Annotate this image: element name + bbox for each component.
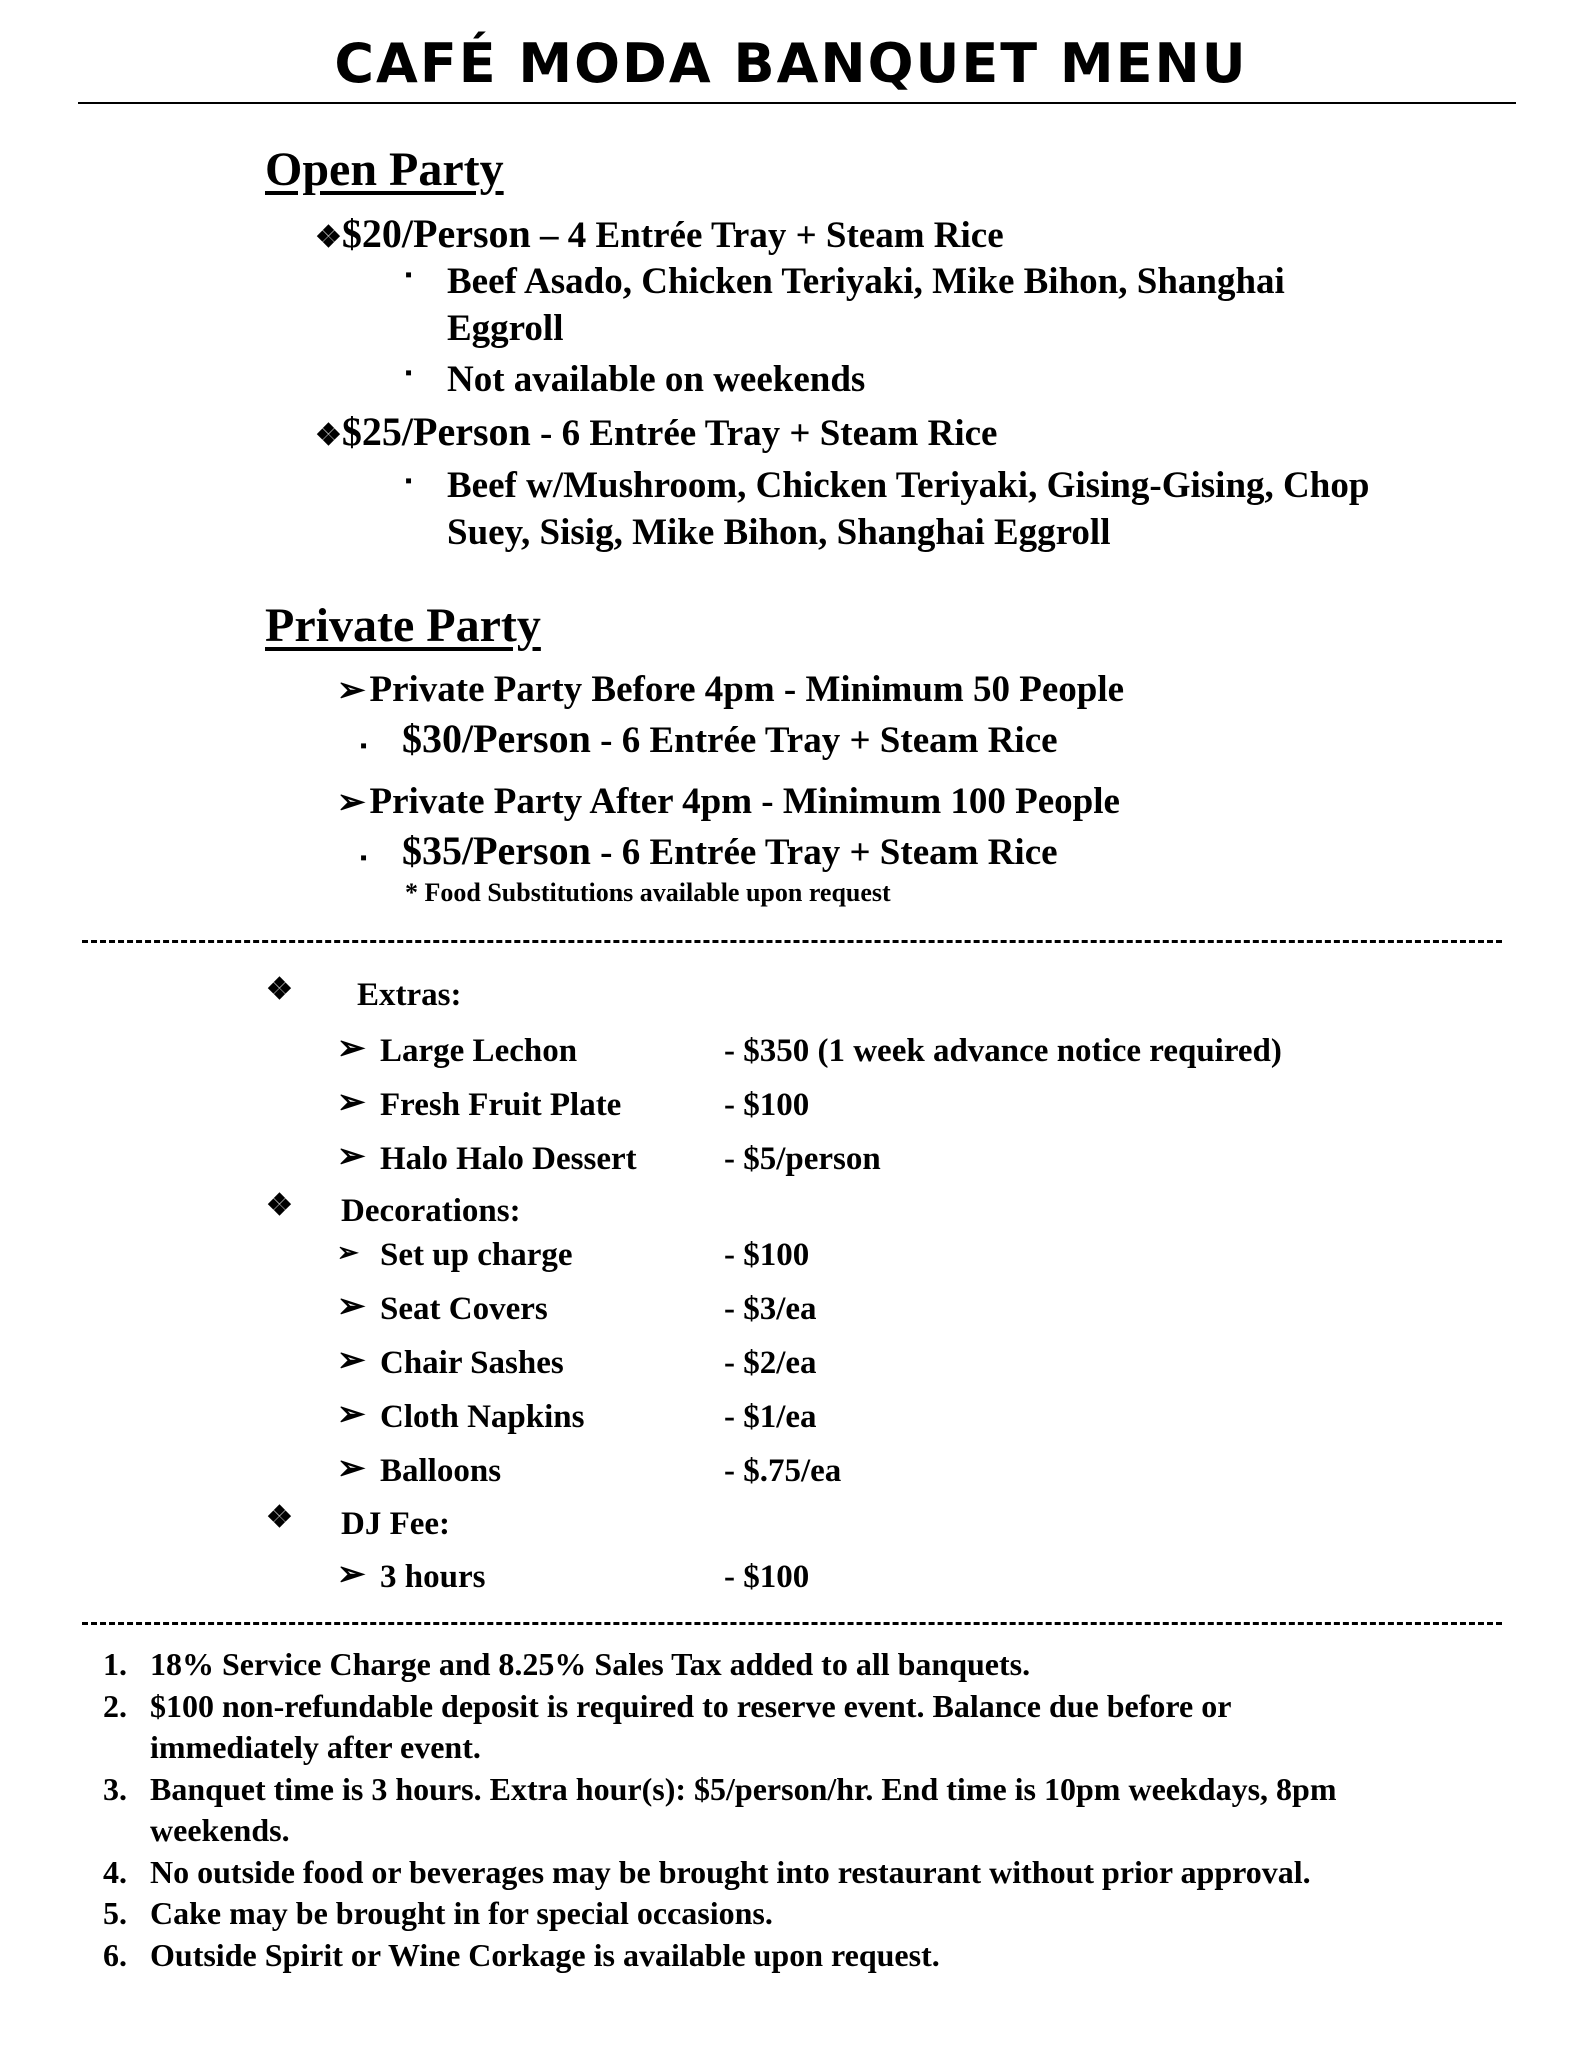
- note-line: 18% Service Charge and 8.25% Sales Tax added to all banquets.: [150, 1646, 1031, 1682]
- option-2-desc: - 6 Entrée Tray + Steam Rice: [530, 413, 998, 454]
- arrow-bullet-icon: ➢: [337, 1030, 366, 1067]
- diamond-bullet-icon: ❖: [315, 419, 342, 452]
- extras-item-name: Fresh Fruit Plate: [380, 1087, 622, 1123]
- decorations-item-name: Seat Covers: [380, 1291, 548, 1327]
- note-number: 6.: [103, 1937, 127, 1973]
- option-1-bullet: Not available on weekends: [447, 359, 866, 400]
- arrow-bullet-icon: ➢: [337, 1084, 366, 1121]
- extras-item-price: - $350 (1 week advance notice required): [724, 1033, 1282, 1069]
- decorations-item-name: Chair Sashes: [380, 1345, 564, 1381]
- extras-item-price: - $100: [724, 1087, 810, 1123]
- private-after-price-line: [402, 827, 1058, 874]
- private-before-desc: - 6 Entrée Tray + Steam Rice: [590, 720, 1058, 761]
- private-after-price: $35/Person: [402, 828, 591, 873]
- diamond-bullet-icon: ❖: [266, 1501, 293, 1534]
- arrow-bullet-icon: ➢: [337, 1556, 366, 1593]
- note-number: 4.: [103, 1854, 127, 1890]
- section-divider: [82, 940, 1502, 943]
- extras-item-price: - $5/person: [724, 1141, 881, 1177]
- note-line: Banquet time is 3 hours. Extra hour(s): $5/person/hr. End time is 10pm weekdays, 8pm: [150, 1771, 1337, 1807]
- private-before-price: $30/Person: [402, 716, 591, 761]
- note-number: 2.: [103, 1688, 127, 1724]
- diamond-bullet-icon: ❖: [266, 973, 293, 1006]
- note-number: 1.: [103, 1646, 127, 1682]
- open-party-heading: Open Party: [265, 143, 504, 196]
- note-line: No outside food or beverages may be brought into restaurant without prior approval.: [150, 1854, 1311, 1890]
- decorations-item-name: Set up charge: [380, 1237, 573, 1273]
- note-number: 3.: [103, 1771, 127, 1807]
- diamond-bullet-icon: ❖: [266, 1189, 293, 1222]
- title-rule: [78, 102, 1516, 104]
- arrow-bullet-icon: ➢: [337, 672, 366, 709]
- decorations-heading: Decorations:: [341, 1193, 521, 1229]
- note-line: weekends.: [150, 1812, 290, 1848]
- square-bullet-icon: ▪: [405, 264, 413, 286]
- option-2-bullet: Beef w/Mushroom, Chicken Teriyaki, Gising-Gising, Chop: [447, 465, 1370, 506]
- decorations-item-price: - $1/ea: [724, 1399, 817, 1435]
- arrow-bullet-icon: ➢: [337, 1342, 366, 1379]
- decorations-item-price: - $3/ea: [724, 1291, 817, 1327]
- extras-item-name: Large Lechon: [380, 1033, 578, 1069]
- arrow-bullet-icon: ➢: [337, 1396, 366, 1433]
- note-line: immediately after event.: [150, 1729, 481, 1765]
- decorations-item-name: Cloth Napkins: [380, 1399, 585, 1435]
- note-line: Outside Spirit or Wine Corkage is available upon request.: [150, 1937, 940, 1973]
- square-bullet-icon: ▪: [405, 362, 413, 384]
- arrow-bullet-icon: ➢: [337, 1288, 366, 1325]
- section-divider: [82, 1622, 1502, 1625]
- option-1-price: $20/Person: [341, 211, 531, 256]
- page-title: CAFÉ MODA BANQUET MENU: [334, 32, 1248, 95]
- option-1-bullet: Beef Asado, Chicken Teriyaki, Mike Bihon, Shanghai: [447, 261, 1285, 302]
- arrow-bullet-icon: ➢: [337, 784, 366, 821]
- dj-item-name: 3 hours: [380, 1559, 486, 1595]
- private-before: [337, 668, 1124, 711]
- diamond-bullet-icon: ❖: [315, 221, 342, 254]
- open-party-option-2: [315, 408, 997, 455]
- arrow-bullet-icon: ➢: [337, 1450, 366, 1487]
- decorations-item-name: Balloons: [380, 1453, 502, 1489]
- option-1-bullet: Eggroll: [447, 308, 564, 349]
- square-bullet-icon: ▪: [360, 735, 368, 757]
- square-bullet-icon: ▪: [360, 847, 368, 869]
- food-substitution-note: * Food Substitutions available upon request: [405, 878, 891, 907]
- option-2-price: $25/Person: [341, 409, 531, 454]
- dj-item-price: - $100: [724, 1559, 810, 1595]
- note-number: 5.: [103, 1895, 127, 1931]
- private-after-label: Private Party After 4pm - Minimum 100 People: [369, 781, 1120, 822]
- arrow-bullet-icon: ➢: [337, 1138, 366, 1175]
- private-after-desc: - 6 Entrée Tray + Steam Rice: [590, 832, 1058, 873]
- option-1-desc: – 4 Entrée Tray + Steam Rice: [530, 215, 1004, 256]
- square-bullet-icon: ▪: [405, 470, 413, 492]
- decorations-item-price: - $2/ea: [724, 1345, 817, 1381]
- option-2-bullet: Suey, Sisig, Mike Bihon, Shanghai Eggroll: [447, 512, 1111, 553]
- open-party-option-1: [315, 210, 1004, 257]
- dj-heading: DJ Fee:: [341, 1506, 451, 1542]
- private-before-price-line: [402, 715, 1058, 762]
- private-before-label: Private Party Before 4pm - Minimum 50 People: [369, 669, 1125, 710]
- decorations-item-price: - $.75/ea: [724, 1453, 842, 1489]
- private-after: [337, 780, 1120, 823]
- extras-heading: Extras:: [357, 977, 462, 1013]
- decorations-item-price: - $100: [724, 1237, 810, 1273]
- arrow-bullet-icon: ➢: [337, 1238, 359, 1267]
- private-party-heading: Private Party: [265, 599, 541, 652]
- extras-item-name: Halo Halo Dessert: [380, 1141, 637, 1177]
- note-line: $100 non-refundable deposit is required to reserve event. Balance due before or: [150, 1688, 1232, 1724]
- note-line: Cake may be brought in for special occasions.: [150, 1895, 773, 1931]
